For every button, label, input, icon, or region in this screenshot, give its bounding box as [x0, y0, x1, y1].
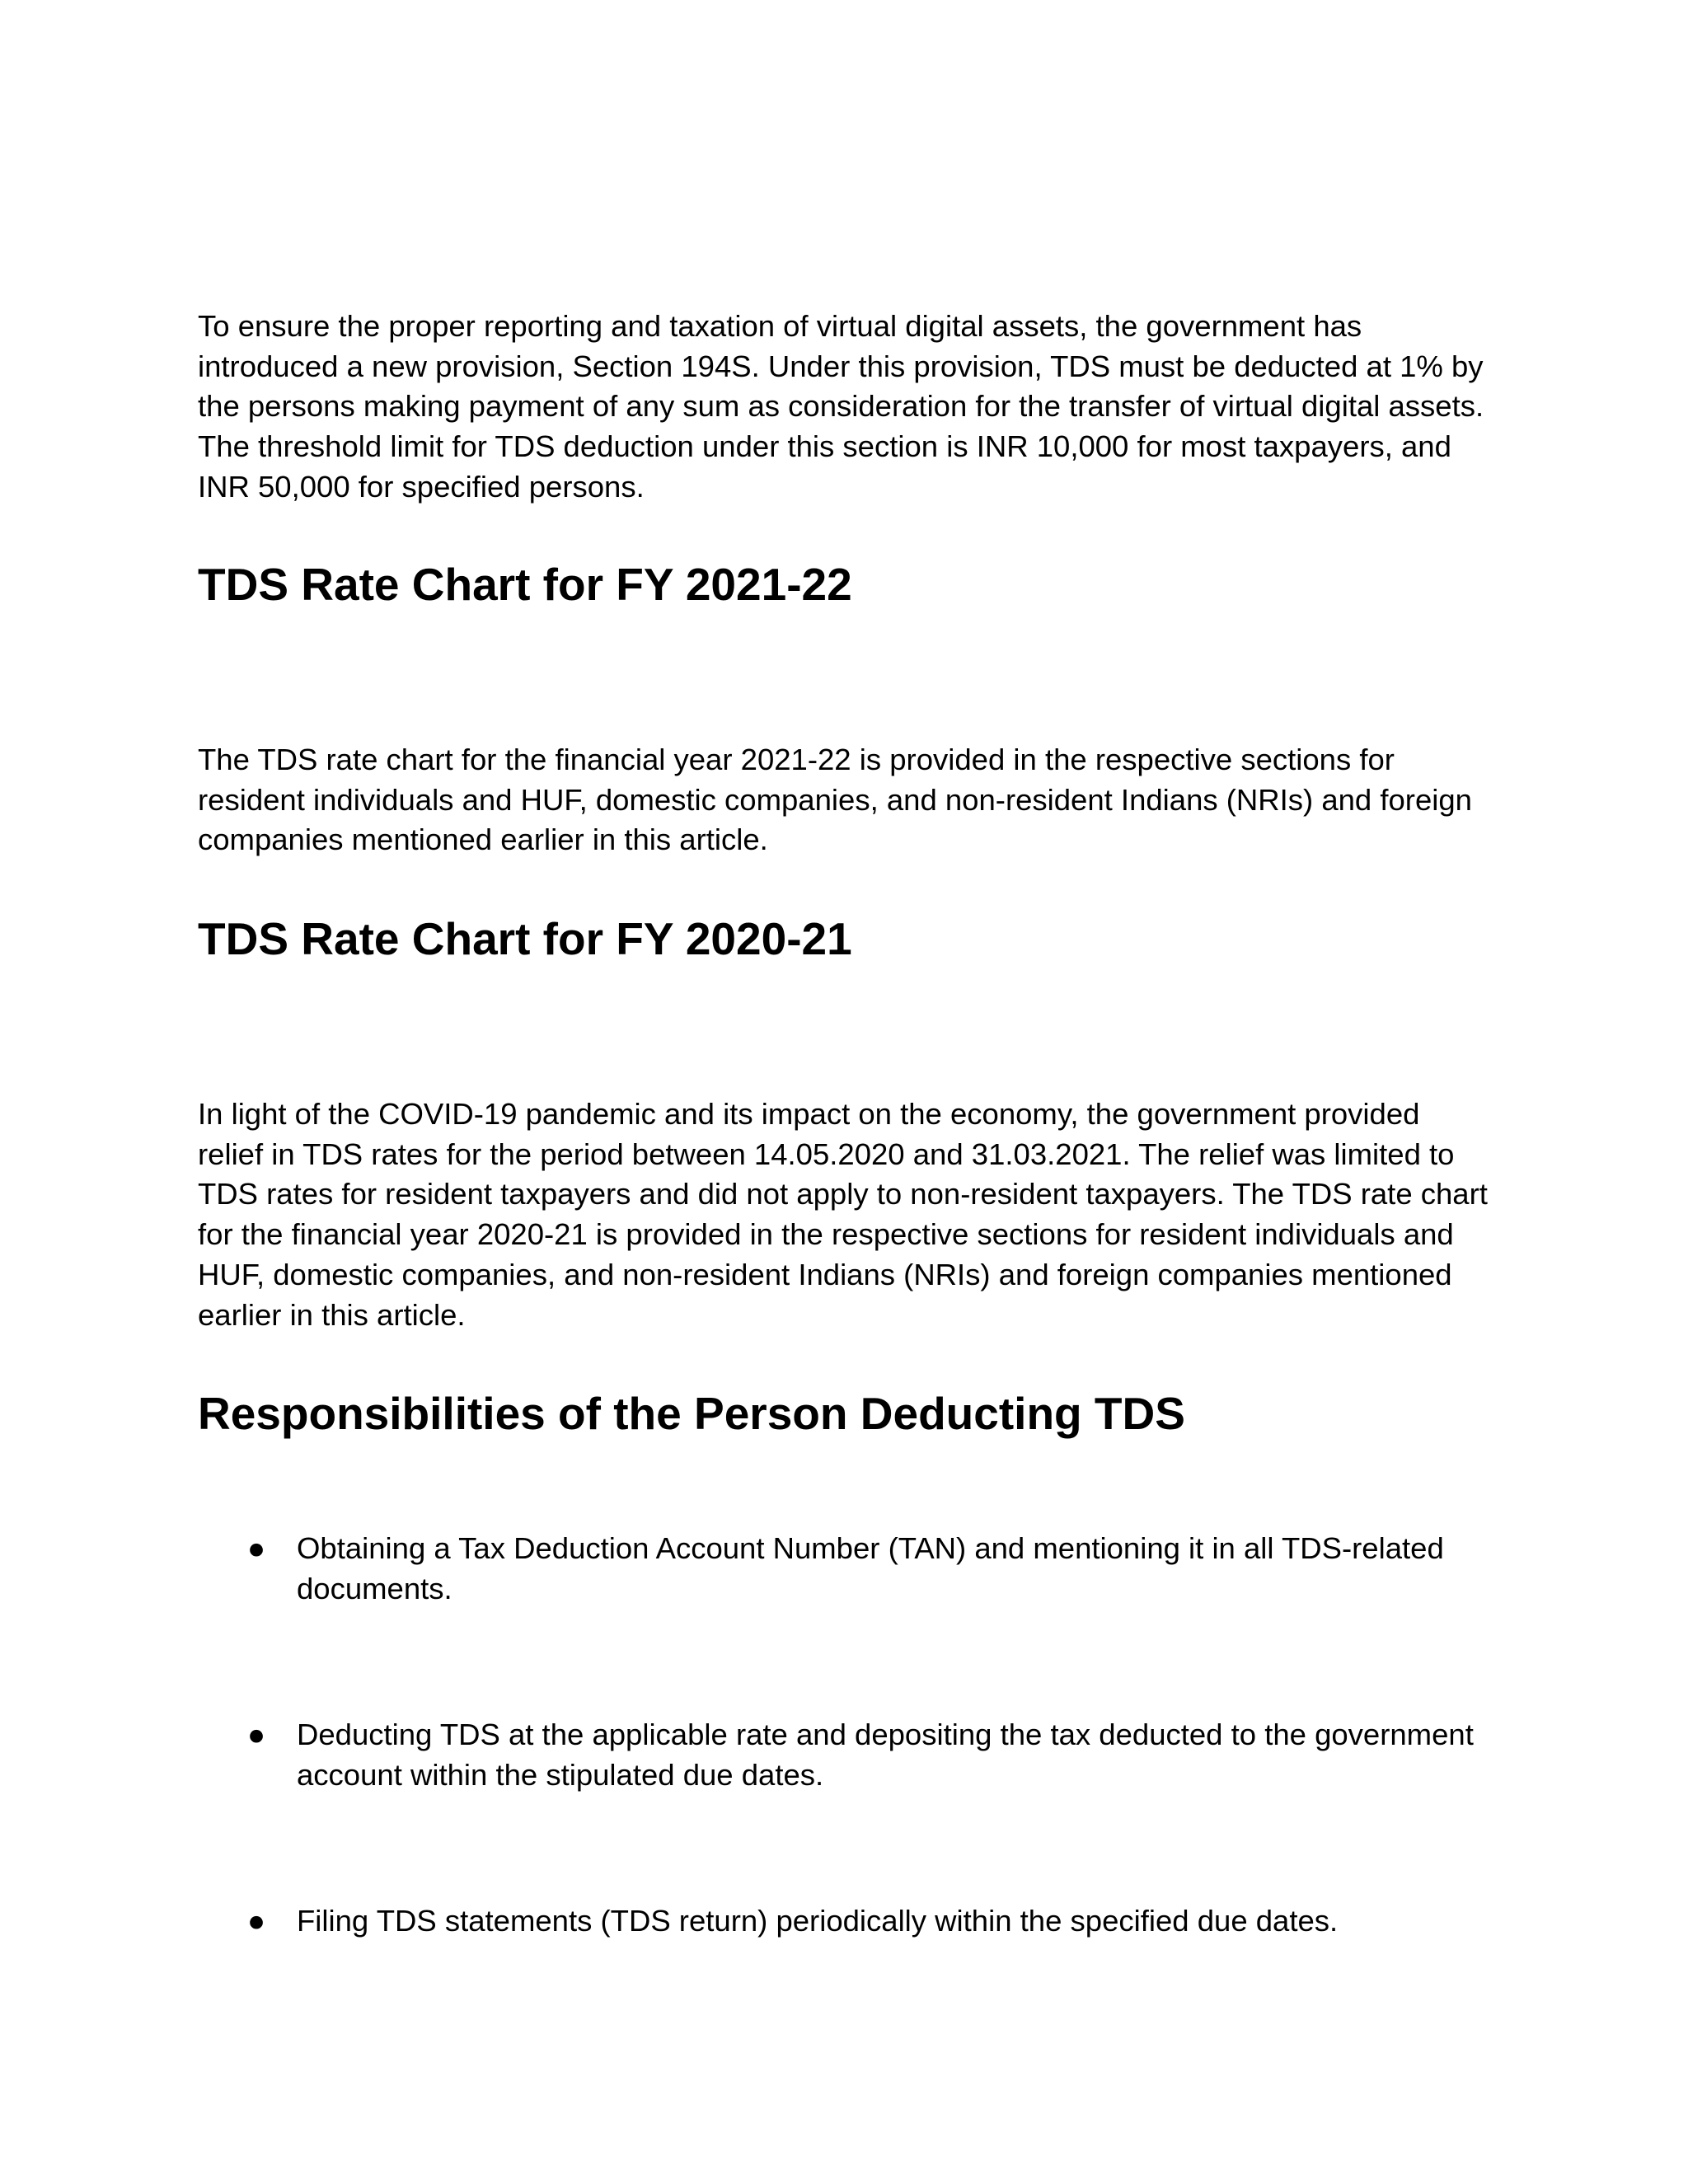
section-heading-responsibilities: Responsibilities of the Person Deducting TDS: [198, 1388, 1185, 1439]
intro-paragraph: To ensure the proper reporting and taxation of virtual digital assets, the government has introduced a new provision, Section 194S. Under this provision, TDS must be deducted at 1% by the persons making payment of any sum as consideration for the transfer of virtual digital assets. The threshold limit for TDS deduction under this section is INR 10,000 for most taxpayers, and INR 50,000 for specified persons.: [198, 309, 1484, 504]
section-paragraph-fy-2021-22: The TDS rate chart for the financial year 2021-22 is provided in the respective sections for resident individuals and HUF, domestic companies, and non-resident Indians (NRIs) and foreign companies mentioned earlier in this article.: [198, 743, 1472, 857]
bullet-icon: ●: [247, 1531, 266, 1565]
section-heading-fy-2021-22: TDS Rate Chart for FY 2021-22: [198, 559, 852, 610]
section-heading-fy-2020-21: TDS Rate Chart for FY 2020-21: [198, 913, 852, 964]
list-item-text: Filing TDS statements (TDS return) periodically within the specified due dates.: [297, 1904, 1339, 1938]
list-item-text: Deducting TDS at the applicable rate and depositing the tax deducted to the government account within the stipulated due dates.: [297, 1718, 1474, 1792]
list-item-text: Obtaining a Tax Deduction Account Number (TAN) and mentioning it in all TDS-related documents.: [297, 1531, 1444, 1605]
section-paragraph-fy-2020-21: In light of the COVID-19 pandemic and its impact on the economy, the government provided relief in TDS rates for the period between 14.05.2020 and 31.03.2021. The relief was limited to TDS rates for resident taxpayers and did not apply to non-resident taxpayers. The TDS rate chart for the financial year 2020-21 is provided in the respective sections for resident individuals and HUF, domestic companies, and non-resident Indians (NRIs) and foreign companies mentioned earlier in this article.: [198, 1097, 1488, 1332]
bullet-icon: ●: [247, 1718, 266, 1751]
bullet-icon: ●: [247, 1904, 266, 1938]
